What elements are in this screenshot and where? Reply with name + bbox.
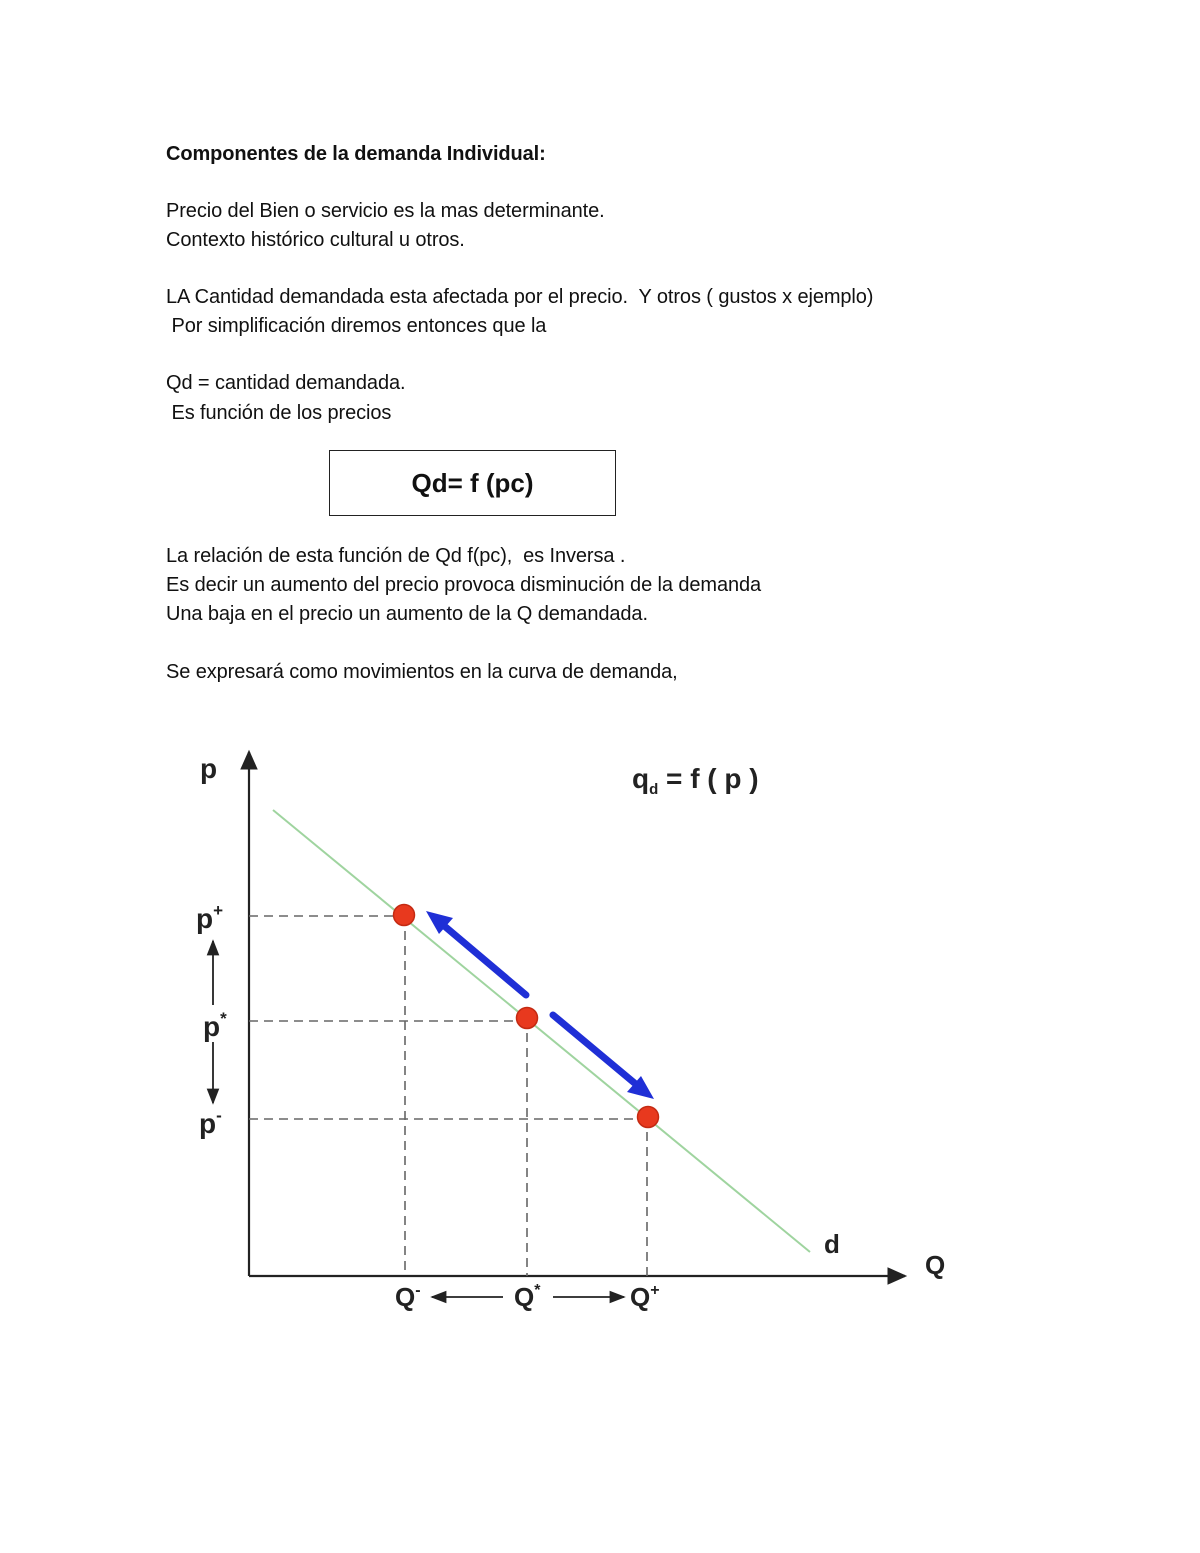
- price-label-equilibrium: p*: [203, 1009, 227, 1042]
- paragraph-line: LA Cantidad demandada esta afectada por el precio. Y otros ( gustos x ejemplo): [166, 286, 874, 308]
- paragraph-line: Por simplificación diremos entonces que la: [166, 315, 547, 337]
- movement-arrow-down: [553, 1015, 654, 1099]
- point-low-price: [638, 1107, 659, 1128]
- paragraph-line: Una baja en el precio un aumento de la Q demandada.: [166, 603, 648, 625]
- equation-label: $q_d = f$ ( p ): [632, 763, 759, 798]
- price-guides: [249, 916, 647, 1119]
- paragraph-line: Precio del Bien o servicio es la mas determinante.: [166, 200, 605, 222]
- paragraph-line: Es decir un aumento del precio provoca disminución de la demanda: [166, 574, 762, 596]
- paragraph-line: La relación de esta función de Qd f(pc), es Inversa .: [166, 545, 626, 567]
- demand-curve-line: [273, 810, 810, 1252]
- quantity-label-equilibrium: Q*: [514, 1282, 541, 1312]
- quantity-guides: [405, 916, 647, 1276]
- document-title: Componentes de la demanda Individual:: [166, 143, 546, 165]
- paragraph-line: Contexto histórico cultural u otros.: [166, 229, 465, 251]
- quantity-label-low: Q-: [395, 1282, 421, 1312]
- price-label-low: p-: [199, 1106, 222, 1139]
- paragraph-line: Es función de los precios: [166, 402, 392, 424]
- formula-text: Qd= f (pc): [411, 467, 534, 498]
- x-axis-label: Q: [925, 1250, 946, 1280]
- y-axis-label: p: [200, 753, 218, 784]
- quantity-label-high: Q+: [630, 1282, 660, 1312]
- paragraph-line: Se expresará como movimientos en la curva de demanda,: [166, 661, 678, 683]
- movement-arrow-up: [426, 911, 526, 995]
- point-high-price: [394, 905, 415, 926]
- curve-label: d: [824, 1229, 840, 1259]
- point-equilibrium: [517, 1008, 538, 1029]
- price-label-high: p+: [196, 901, 224, 934]
- paragraph-line: Qd = cantidad demandada.: [166, 372, 406, 394]
